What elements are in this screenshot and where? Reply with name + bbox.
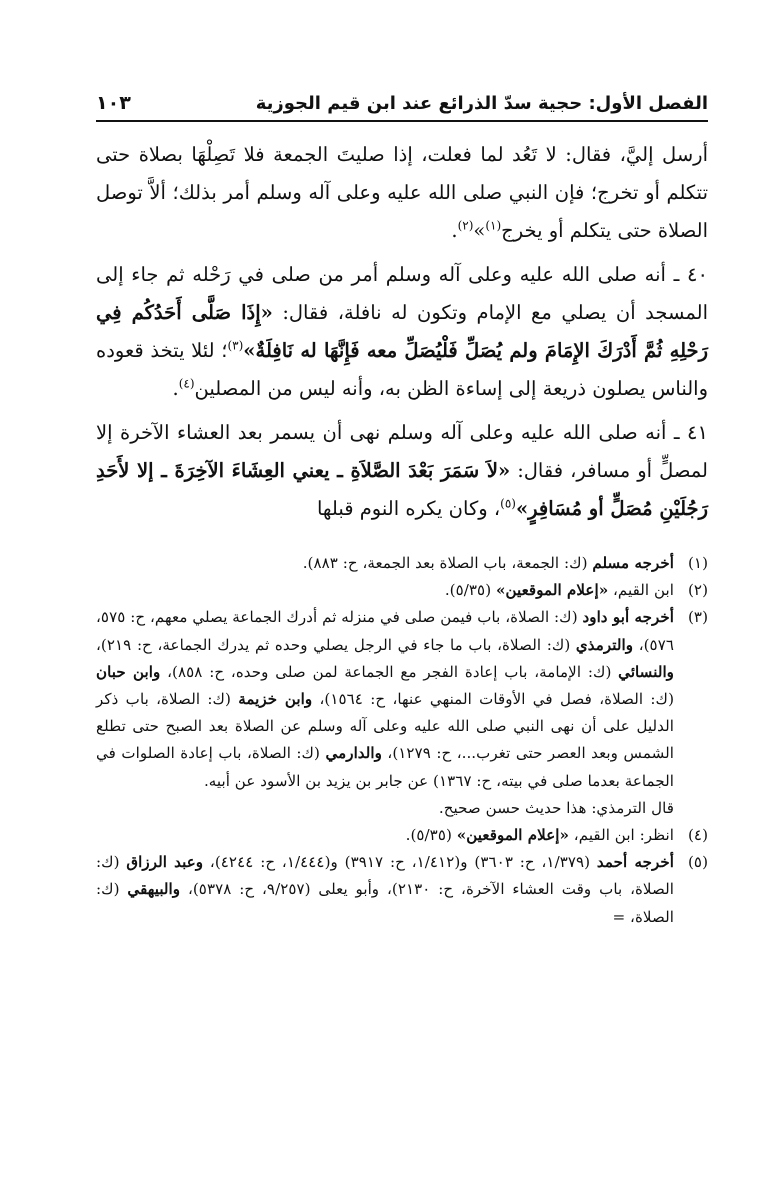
footnote-3-tirmidhi-grading: قال الترمذي: هذا حديث حسن صحيح. [438,798,674,817]
footnote-2: (٢) ابن القيم، «إعلام الموقعين» (٥/٣٥). [444,581,708,600]
page-number: ١٠٣ [96,92,131,114]
hadith-quote: «لاَ سَمَرَ بَعْدَ الصَّلاَةِ ـ يعني العِشَاءَ الآخِرَةَ ـ إلا لأَحَدِ رَجُلَيْنِ مُصَلٍّ أو مُسَافِرٍ» [96,459,708,520]
paragraph-41: ٤١ ـ أنه صلى الله عليه وعلى آله وسلم نهى أن يسمر بعد العشاء الآخرة إلا لمصلٍّ أو مسافر، فقال: «لاَ سَمَرَ بَعْدَ الصَّلاَةِ ـ يعني العِشَاءَ الآخِرَةَ ـ إلا لأَحَدِ رَجُلَيْنِ مُصَلٍّ أو مُسَافِرٍ»$^{(٥)}$، وكان يكره النوم قبلها [96,421,709,520]
footnote-ref-1[interactable]: (١) [485,218,502,233]
footnote-ref-5[interactable]: (٥) [500,496,516,511]
footnote-5: (٥) أخرجه أحمد (١/٣٧٩، ح: ٣٦٠٣) و(١/٤١٢، ح: ٣٩١٧) و(١/٤٤٤، ح: ٤٢٤٤)، وعبد الرزاق (ك: الصلاة، باب وقت العشاء الآخرة، ح: ٢١٣٠)، وأبو يعلى (٩/٢٥٧، ح: ٥٣٧٨)، والبيهقي (ك: الصلاة، = [96,853,708,926]
footnote-1: (١) أخرجه مسلم (ك: الجمعة، باب الصلاة بعد الجمعة، ح: ٨٨٣). [302,554,708,572]
footnote-4: (٤) انظر: ابن القيم، «إعلام الموقعين» (٥/٣٥). [405,826,708,845]
paragraph-40: ٤٠ ـ أنه صلى الله عليه وعلى آله وسلم أمر من صلى في رَحْله ثم جاء إلى المسجد أن يصلي مع الإمام وتكون له نافلة، فقال: «إِذَا صَلَّى أَحَدُكُم فِي رَحْلِهِ ثُمَّ أَدْرَكَ الإِمَامَ ولم يُصَلِّ فَلْيُصَلِّ معه فَإِنَّهَا له نَافِلَةٌ»$^{(٣)}$؛ لئلا يتخذ قعوده والناس يصلون ذريعة إلى إساءة الظن به، وأنه ليس من المصلين$^{(٤)}$. [96,263,709,400]
footnote-ref-2[interactable]: (٢) [457,218,474,233]
footnote-3: (٣) أخرجه أبو داود (ك: الصلاة، باب فيمن صلى في منزله ثم أدرك الجماعة يصلي معهم، ح: ٥٧٥، ٥٧٦)، والترمذي (ك: الصلاة، باب ما جاء في الرجل يصلي وحده ثم يدرك الجماعة، ح: ٢١٩)، والنسائي (ك: الإمامة، باب إعادة الفجر مع الجماعة لمن صلى وحده، ح: ٨٥٨)، وابن حبان (ك: الصلاة، فصل في الأوقات المنهي عنها، ح: ١٥٦٤)، وابن خزيمة (ك: الصلاة، باب ذكر الدليل على أن نهى النبي صلى الله عليه وعلى آله وسلم عن الصلاة بعد الصبح حتى تطلع الشمس وبعد العصر حتى تغرب...، ح: ١٢٧٩)، والدارمي (ك: الصلاة، باب إعادة الصلوات في الجماعة بعدما صلى في بيته، ح: ١٣٦٧) عن جابر بن يزيد بن الأسود عن أبيه. [96,608,708,790]
main-text [96,136,708,528]
book-page [96,92,708,931]
footnote-ref-4[interactable]: (٤) [178,376,195,391]
running-header [96,92,708,122]
paragraph-1: أرسل إليَّ، فقال: لا تَعُد لما فعلت، إذا صليتَ الجمعة فلا تَصِلْهَا بصلاة حتى تتكلم أو تخرج؛ فإن النبي صلى الله عليه وعلى آله وسلم أمر بذلك؛ ألاَّ توصل الصلاة حتى يتكلم أو يخرج$^{(١)}$»$^{(٢)}$. [96,143,708,242]
chapter-title: الفصل الأول: حجية سدّ الذرائع عند ابن قيم الجوزية [255,93,708,114]
hadith-quote: «إِذَا صَلَّى أَحَدُكُم فِي رَحْلِهِ ثُمَّ أَدْرَكَ الإِمَامَ ولم يُصَلِّ فَلْيُصَلِّ معه فَإِنَّهَا له نَافِلَةٌ» [96,301,709,362]
footnote-ref-3[interactable]: (٣) [227,338,244,353]
footnotes [96,550,708,931]
